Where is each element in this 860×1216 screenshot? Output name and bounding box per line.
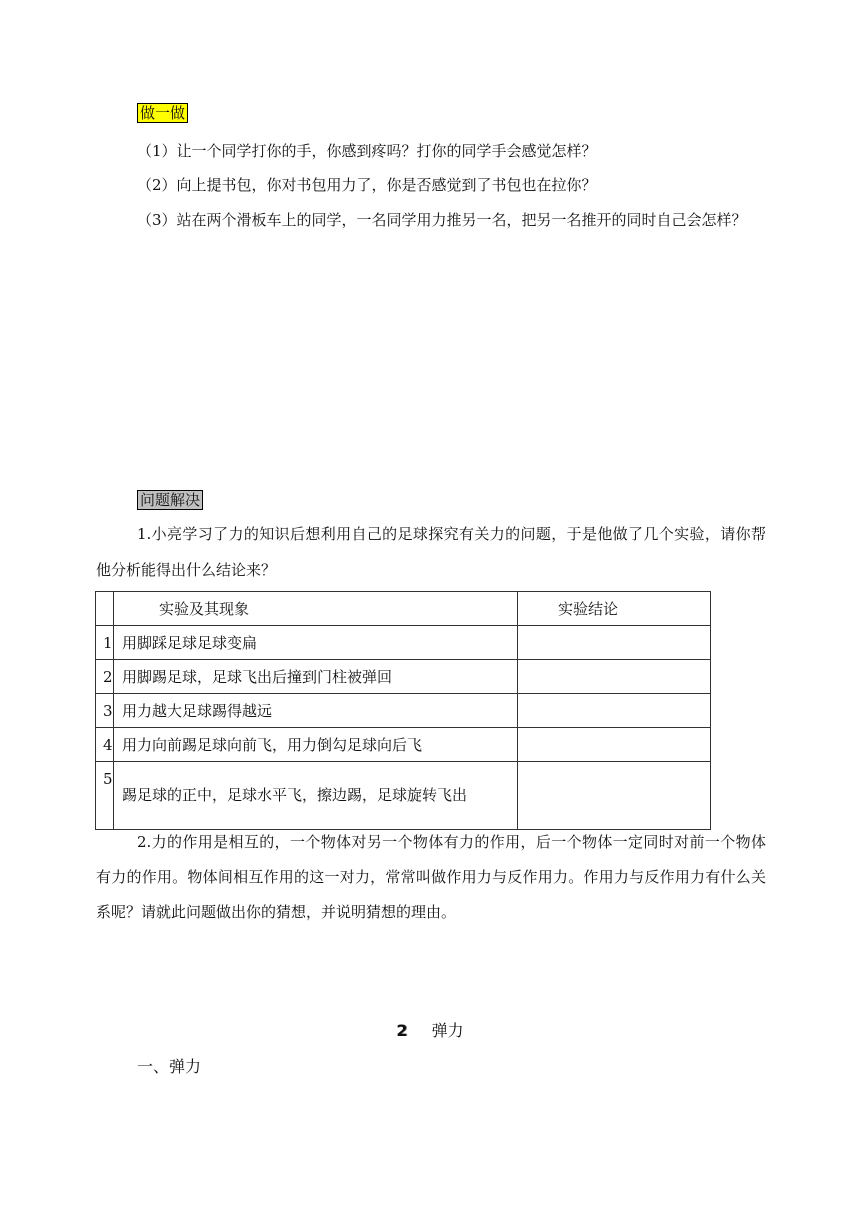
experiment-table — [95, 591, 711, 830]
badge-problem-solving-label: 问题解决 — [137, 490, 203, 510]
badge-problem-solving — [137, 490, 203, 510]
row-conclusion-cell[interactable] — [518, 728, 711, 762]
table-row — [96, 728, 711, 762]
question-2: 2.力的作用是相互的，一个物体对另一个物体有力的作用，后一个物体一定同时对前一个物体有力的作用。物体间相互作用的这一对力，常常叫做作用力与反作用力。作用力与反作用力有什么关系呢？请就此问题做出你的猜想，并说明猜想的理由。 — [96, 833, 766, 921]
row-conclusion-cell[interactable] — [518, 762, 711, 830]
row-conclusion-cell[interactable] — [518, 660, 711, 694]
table-header-num — [96, 592, 114, 626]
row-phenomenon: 用力越大足球踢得越远 — [114, 694, 518, 728]
table-header-conclusion: 实验结论 — [518, 592, 711, 626]
question-1: 1.小亮学习了力的知识后想利用自己的足球探究有关力的问题，于是他做了几个实验，请你帮他分析能得出什么结论来？ — [96, 525, 766, 579]
table-header-phenomenon: 实验及其现象 — [114, 592, 518, 626]
row-number: 5 — [96, 762, 114, 830]
section-heading — [0, 1018, 860, 1041]
row-number: 2 — [96, 660, 114, 694]
section-title: 弹力 — [431, 1021, 464, 1040]
row-number: 4 — [96, 728, 114, 762]
row-conclusion-cell[interactable] — [518, 626, 711, 660]
row-phenomenon: 用脚踩足球足球变扁 — [114, 626, 518, 660]
table-row — [96, 694, 711, 728]
row-number: 1 — [96, 626, 114, 660]
row-number: 3 — [96, 694, 114, 728]
section-number: 2 — [396, 1021, 408, 1040]
badge-do-it-label: 做一做 — [137, 103, 188, 123]
row-phenomenon: 用脚踢足球，足球飞出后撞到门柱被弹回 — [114, 660, 518, 694]
table-row — [96, 626, 711, 660]
table-row — [96, 660, 711, 694]
subheading: 一、弹力 — [137, 1057, 202, 1076]
table-row — [96, 762, 711, 830]
row-phenomenon: 踢足球的正中，足球水平飞，擦边踢，足球旋转飞出 — [114, 762, 518, 830]
table-header-row — [96, 592, 711, 626]
do-item-3: （3）站在两个滑板车上的同学，一名同学用力推另一名，把另一名推开的同时自己会怎样？ — [137, 211, 747, 229]
do-item-2: （2）向上提书包，你对书包用力了，你是否感觉到了书包也在拉你？ — [137, 176, 597, 194]
badge-do-it — [137, 103, 188, 123]
row-conclusion-cell[interactable] — [518, 694, 711, 728]
do-item-1: （1）让一个同学打你的手，你感到疼吗？打你的同学手会感觉怎样？ — [137, 142, 597, 160]
row-phenomenon: 用力向前踢足球向前飞，用力倒勾足球向后飞 — [114, 728, 518, 762]
